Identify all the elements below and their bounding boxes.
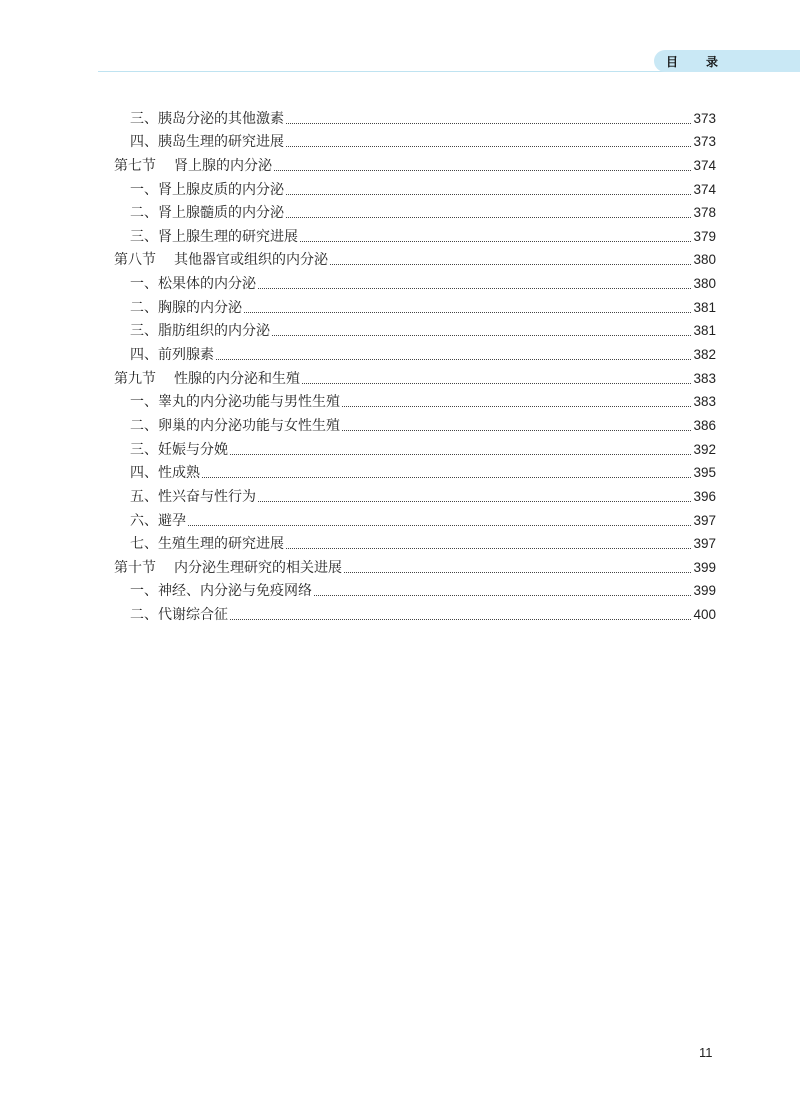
toc-section-title: 性腺的内分泌和生殖 [174,370,300,387]
toc-section-entry[interactable] [114,553,716,577]
toc-entry[interactable] [114,317,716,341]
toc-entry[interactable] [114,482,716,506]
toc-entry[interactable] [114,388,716,412]
toc-entry[interactable] [114,104,716,128]
dot-leader [300,241,691,242]
toc-page-number: 399 [693,583,716,599]
dot-leader [202,477,691,478]
dot-leader [274,170,691,171]
toc-entry[interactable] [114,199,716,223]
toc-entry-title: 一、神经、内分泌与免疫网络 [130,583,312,600]
header-tab [654,50,800,72]
toc-entry-title: 三、肾上腺生理的研究进展 [130,228,298,245]
dot-leader [258,288,691,289]
toc-section-number: 第七节 [114,157,156,174]
toc-page-number: 383 [693,370,716,386]
toc-page-number: 383 [693,394,716,410]
toc-entry[interactable] [114,293,716,317]
toc-entry-title: 二、卵巢的内分泌功能与女性生殖 [130,417,340,434]
toc-page-number: 382 [693,347,716,363]
dot-leader [244,312,691,313]
toc-section-heading [114,559,342,577]
toc-page-number: 379 [693,228,716,244]
toc-entry[interactable] [114,435,716,459]
toc-entry[interactable] [114,600,716,624]
toc-page-number: 374 [693,157,716,173]
dot-leader [286,217,691,218]
toc-section-title: 肾上腺的内分泌 [174,157,272,174]
toc-section-title: 其他器官或组织的内分泌 [174,252,328,269]
toc-page-number: 395 [693,465,716,481]
dot-leader [342,406,691,407]
header-title-right: 录 [706,54,721,69]
dot-leader [314,595,691,596]
toc-entry[interactable] [114,577,716,601]
toc-entry-title: 一、松果体的内分泌 [130,276,256,293]
toc-entry-title: 六、避孕 [130,512,186,529]
dot-leader [258,501,691,502]
toc-entry-title: 二、代谢综合征 [130,607,228,624]
toc-page-number: 397 [693,536,716,552]
toc-entry[interactable] [114,459,716,483]
dot-leader [342,430,691,431]
toc-page-number: 380 [693,252,716,268]
dot-leader [216,359,691,360]
toc-section-title: 内分泌生理研究的相关进展 [174,559,342,576]
toc-page-number: 399 [693,559,716,575]
toc-section-entry[interactable] [114,364,716,388]
toc-page-number: 373 [693,110,716,126]
toc-page-number: 374 [693,181,716,197]
toc-entry-title: 二、胸腺的内分泌 [130,299,242,316]
dot-leader [188,525,691,526]
toc-entry-title: 二、肾上腺髓质的内分泌 [130,205,284,222]
toc-page-number: 381 [693,323,716,339]
header-title-left: 目 [666,54,681,69]
toc-section-heading [114,157,272,175]
toc-entry-title: 三、脂肪组织的内分泌 [130,323,270,340]
dot-leader [330,264,691,265]
toc-entry[interactable] [114,128,716,152]
toc-entry-title: 三、胰岛分泌的其他激素 [130,110,284,127]
toc-page-number: 386 [693,417,716,433]
toc-entry[interactable] [114,530,716,554]
toc-entry[interactable] [114,340,716,364]
toc-page-number: 392 [693,441,716,457]
table-of-contents [114,104,716,624]
toc-entry-title: 五、性兴奋与性行为 [130,488,256,505]
toc-entry[interactable] [114,175,716,199]
toc-page-number: 380 [693,276,716,292]
dot-leader [286,146,691,147]
toc-page-number: 373 [693,134,716,150]
dot-leader [286,548,691,549]
toc-entry[interactable] [114,411,716,435]
toc-entry[interactable] [114,222,716,246]
toc-entry-title: 七、生殖生理的研究进展 [130,536,284,553]
toc-page-number: 381 [693,299,716,315]
toc-entry-title: 四、性成熟 [130,465,200,482]
toc-entry[interactable] [114,269,716,293]
dot-leader [272,335,691,336]
toc-section-entry[interactable] [114,151,716,175]
toc-entry-title: 四、前列腺素 [130,347,214,364]
toc-section-heading [114,251,328,269]
toc-page-number: 397 [693,512,716,528]
toc-section-number: 第十节 [114,559,156,576]
toc-page-number: 396 [693,488,716,504]
toc-entry-title: 一、睾丸的内分泌功能与男性生殖 [130,394,340,411]
toc-entry-title: 三、妊娠与分娩 [130,441,228,458]
toc-section-entry[interactable] [114,246,716,270]
toc-page-number: 378 [693,205,716,221]
dot-leader [302,383,691,384]
dot-leader [230,619,691,620]
toc-page-number: 400 [693,607,716,623]
toc-entry-title: 一、肾上腺皮质的内分泌 [130,181,284,198]
dot-leader [286,194,691,195]
toc-section-number: 第八节 [114,252,156,269]
toc-section-number: 第九节 [114,370,156,387]
dot-leader [286,123,691,124]
toc-entry[interactable] [114,506,716,530]
toc-section-heading [114,370,300,388]
dot-leader [230,454,691,455]
dot-leader [344,572,691,573]
toc-entry-title: 四、胰岛生理的研究进展 [130,134,284,151]
page-number: 11 [699,1045,713,1060]
